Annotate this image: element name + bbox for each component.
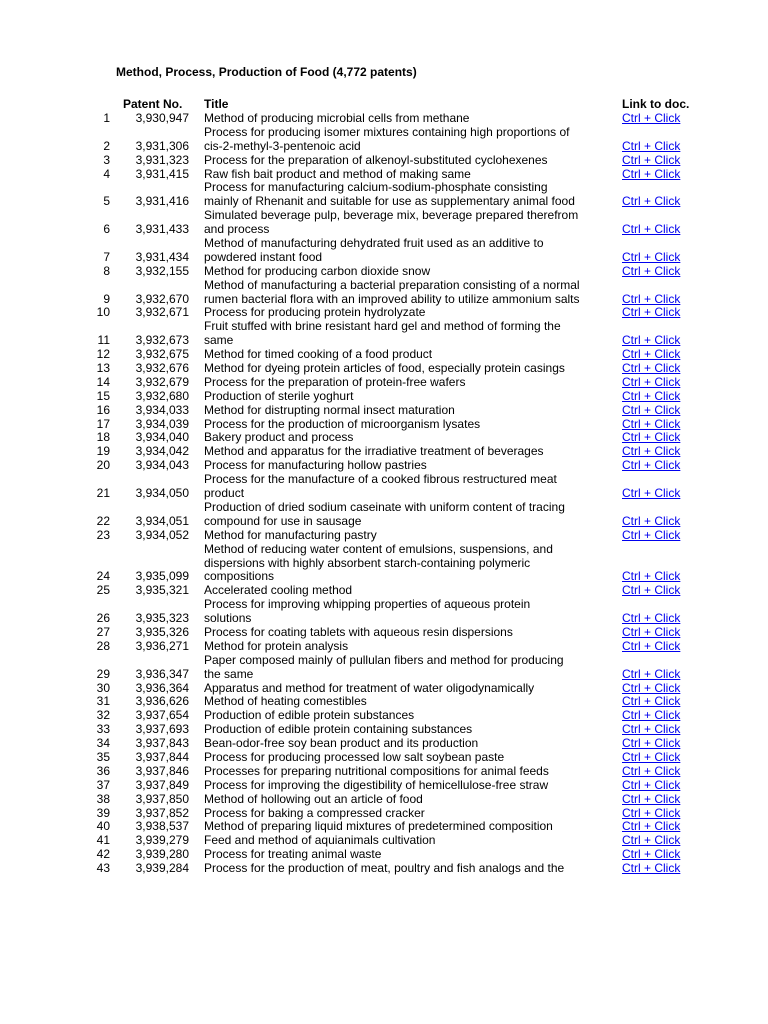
row-number: 22 xyxy=(96,513,110,528)
table-row xyxy=(0,737,768,751)
row-number: 24 xyxy=(96,569,110,584)
patent-title-line: rumen bacterial flora with an improved ability to utilize ammonium salts xyxy=(204,291,580,306)
row-number: 5 xyxy=(103,194,110,209)
patent-title xyxy=(204,168,616,182)
row-number: 17 xyxy=(96,416,110,431)
table-row xyxy=(0,431,768,445)
table-row xyxy=(0,793,768,807)
patent-title xyxy=(204,501,616,529)
doc-link[interactable]: Ctrl + Click xyxy=(622,777,681,792)
row-number: 30 xyxy=(96,680,110,695)
patent-title xyxy=(204,682,616,696)
doc-link[interactable]: Ctrl + Click xyxy=(622,666,681,681)
patent-title-line: Process for improving whipping properties of aqueous protein xyxy=(204,598,531,612)
patent-number: 3,932,671 xyxy=(135,305,189,320)
table-row xyxy=(0,820,768,834)
doc-link[interactable]: Ctrl + Click xyxy=(622,305,681,320)
table-row xyxy=(0,154,768,168)
patent-number: 3,935,323 xyxy=(135,611,189,626)
patent-number: 3,939,284 xyxy=(135,861,189,876)
table-row xyxy=(0,126,768,154)
doc-link[interactable]: Ctrl + Click xyxy=(622,611,681,626)
patent-title-line: Production of edible protein containing substances xyxy=(204,723,473,737)
row-number: 12 xyxy=(96,347,110,362)
patent-title-line: Process for manufacturing hollow pastries xyxy=(204,459,427,473)
table-row xyxy=(0,168,768,182)
patent-title-line: Process for the preparation of protein-free wafers xyxy=(204,375,466,389)
patent-title-line: Method of preparing liquid mixtures of predetermined composition xyxy=(204,820,553,834)
patent-title xyxy=(204,209,616,237)
patent-title-line: Accelerated cooling method xyxy=(204,584,353,598)
patent-title-line: Process for producing processed low salt soybean paste xyxy=(204,750,505,764)
doc-link[interactable]: Ctrl + Click xyxy=(622,694,681,709)
patent-title xyxy=(204,640,616,654)
patent-title xyxy=(204,126,616,154)
patent-title xyxy=(204,279,616,307)
patent-title xyxy=(204,529,616,543)
patent-number: 3,931,433 xyxy=(135,222,189,237)
doc-link[interactable]: Ctrl + Click xyxy=(622,430,681,445)
doc-link[interactable]: Ctrl + Click xyxy=(622,486,681,501)
patent-number: 3,935,326 xyxy=(135,624,189,639)
row-number: 21 xyxy=(96,486,110,501)
table-row xyxy=(0,834,768,848)
doc-link[interactable]: Ctrl + Click xyxy=(622,819,681,834)
patent-number: 3,932,155 xyxy=(135,263,189,278)
patent-number: 3,934,033 xyxy=(135,402,189,417)
row-number: 33 xyxy=(96,722,110,737)
patent-title-line: Method for manufacturing pastry xyxy=(204,528,377,542)
patent-title-line: Method of producing microbial cells from methane xyxy=(204,112,470,125)
patent-title xyxy=(204,390,616,404)
patent-title xyxy=(204,431,616,445)
patent-title-line: Process for the production of meat, poultry and fish analogs and the xyxy=(204,862,565,876)
patent-number: 3,935,099 xyxy=(135,569,189,584)
doc-link[interactable]: Ctrl + Click xyxy=(622,388,681,403)
doc-link[interactable]: Ctrl + Click xyxy=(622,624,681,639)
patent-title xyxy=(204,765,616,779)
patent-title-line: Fruit stuffed with brine resistant hard gel and method of forming the xyxy=(204,320,561,334)
doc-link[interactable]: Ctrl + Click xyxy=(622,416,681,431)
patent-number: 3,930,947 xyxy=(135,110,189,125)
patent-number: 3,937,850 xyxy=(135,791,189,806)
patent-title-line: the same xyxy=(204,666,254,681)
patent-title-line: Bakery product and process xyxy=(204,431,354,445)
patent-title xyxy=(204,404,616,418)
row-number: 15 xyxy=(96,388,110,403)
table-row xyxy=(0,695,768,709)
patent-title-line: Process for manufacturing calcium-sodium-phosphate consisting xyxy=(204,181,548,195)
row-number: 6 xyxy=(103,222,110,237)
patent-number: 3,936,364 xyxy=(135,680,189,695)
table-row xyxy=(0,640,768,654)
patent-title xyxy=(204,376,616,390)
patent-title xyxy=(204,237,616,265)
row-number: 26 xyxy=(96,611,110,626)
patent-title-line: compound for use in sausage xyxy=(204,513,362,528)
row-number: 40 xyxy=(96,819,110,834)
patent-title-line: Process for coating tablets with aqueous resin dispersions xyxy=(204,625,513,639)
table-row xyxy=(0,112,768,126)
patent-title xyxy=(204,473,616,501)
patent-title-line: Method for distrupting normal insect maturation xyxy=(204,403,455,417)
patent-number: 3,934,042 xyxy=(135,444,189,459)
patent-number: 3,936,347 xyxy=(135,666,189,681)
patent-number: 3,939,279 xyxy=(135,833,189,848)
doc-link[interactable]: Ctrl + Click xyxy=(622,722,681,737)
patent-number: 3,937,849 xyxy=(135,777,189,792)
table-row xyxy=(0,751,768,765)
document-title: Method, Process, Production of Food (4,772 patents) xyxy=(116,65,417,79)
doc-link[interactable]: Ctrl + Click xyxy=(622,402,681,417)
doc-link[interactable]: Ctrl + Click xyxy=(622,249,681,264)
table-row xyxy=(0,348,768,362)
row-number: 9 xyxy=(103,291,110,306)
table-row xyxy=(0,181,768,209)
table-row xyxy=(0,404,768,418)
patent-number: 3,936,626 xyxy=(135,694,189,709)
patent-number: 3,931,434 xyxy=(135,249,189,264)
patent-number: 3,934,052 xyxy=(135,527,189,542)
patent-table xyxy=(0,112,768,876)
patent-title-line: Raw fish bait product and method of making same xyxy=(204,167,471,181)
doc-link[interactable]: Ctrl + Click xyxy=(622,708,681,723)
column-header-patent: Patent No. xyxy=(123,97,183,111)
patent-title-line: Apparatus and method for treatment of water oligodynamically xyxy=(204,681,535,695)
table-row xyxy=(0,543,768,585)
patent-title-line: Simulated beverage pulp, beverage mix, beverage prepared therefrom xyxy=(204,209,579,223)
table-row xyxy=(0,626,768,640)
patent-title xyxy=(204,779,616,793)
patent-title xyxy=(204,154,616,168)
patent-title-line: Method for dyeing protein articles of food, especially protein casings xyxy=(204,362,565,376)
patent-number: 3,932,676 xyxy=(135,361,189,376)
patent-title-line: Method of reducing water content of emulsions, suspensions, and xyxy=(204,542,553,556)
patent-title xyxy=(204,723,616,737)
row-number: 3 xyxy=(103,152,110,167)
table-row xyxy=(0,654,768,682)
doc-link[interactable]: Ctrl + Click xyxy=(622,847,681,862)
doc-link[interactable]: Ctrl + Click xyxy=(622,583,681,598)
table-row xyxy=(0,306,768,320)
patent-number: 3,934,050 xyxy=(135,486,189,501)
row-number: 43 xyxy=(96,861,110,876)
patent-title xyxy=(204,751,616,765)
column-header-title: Title xyxy=(204,97,229,111)
patent-number: 3,932,670 xyxy=(135,291,189,306)
patent-number: 3,931,415 xyxy=(135,166,189,181)
row-number: 31 xyxy=(96,694,110,709)
table-row xyxy=(0,807,768,821)
patent-number: 3,937,654 xyxy=(135,708,189,723)
doc-link[interactable]: Ctrl + Click xyxy=(622,333,681,348)
patent-title-line: compositions xyxy=(204,569,275,584)
table-row xyxy=(0,473,768,501)
patent-title-line: powdered instant food xyxy=(204,249,323,264)
row-number: 25 xyxy=(96,583,110,598)
column-header-link: Link to doc. xyxy=(622,97,690,111)
row-number: 38 xyxy=(96,791,110,806)
doc-link[interactable]: Ctrl + Click xyxy=(622,805,681,820)
patent-title xyxy=(204,626,616,640)
doc-link[interactable]: Ctrl + Click xyxy=(622,527,681,542)
patent-title-line: Production of dried sodium caseinate with uniform content of tracing xyxy=(204,500,565,514)
row-number: 4 xyxy=(103,166,110,181)
patent-title-line: Method for timed cooking of a food product xyxy=(204,348,433,362)
patent-title-line: Process for the preparation of alkenoyl-substituted cyclohexenes xyxy=(204,153,548,167)
patent-number: 3,935,321 xyxy=(135,583,189,598)
patent-title-line: Process for producing isomer mixtures containing high proportions of xyxy=(204,125,570,139)
row-number: 36 xyxy=(96,763,110,778)
patent-title xyxy=(204,348,616,362)
patent-title-line: Feed and method of aquianimals cultivation xyxy=(204,834,436,848)
patent-title xyxy=(204,418,616,432)
patent-title xyxy=(204,112,616,126)
patent-title xyxy=(204,320,616,348)
patent-title xyxy=(204,459,616,473)
table-row xyxy=(0,362,768,376)
row-number: 19 xyxy=(96,444,110,459)
patent-title xyxy=(204,181,616,209)
patent-number: 3,937,844 xyxy=(135,749,189,764)
row-number: 42 xyxy=(96,847,110,862)
row-number: 10 xyxy=(96,305,110,320)
patent-number: 3,934,043 xyxy=(135,458,189,473)
table-row xyxy=(0,584,768,598)
row-number: 41 xyxy=(96,833,110,848)
patent-title-line: Method of heating comestibles xyxy=(204,695,367,709)
patent-number: 3,932,679 xyxy=(135,374,189,389)
patent-title-line: dispersions with highly absorbent starch-containing polymeric xyxy=(204,555,531,570)
row-number: 1 xyxy=(103,110,110,125)
patent-title xyxy=(204,362,616,376)
patent-title-line: Production of edible protein substances xyxy=(204,709,415,723)
row-number: 8 xyxy=(103,263,110,278)
patent-title xyxy=(204,695,616,709)
patent-title-line: Process for producing protein hydrolyzate xyxy=(204,306,426,320)
patent-number: 3,937,843 xyxy=(135,736,189,751)
doc-link[interactable]: Ctrl + Click xyxy=(622,680,681,695)
patent-number: 3,931,323 xyxy=(135,152,189,167)
patent-title xyxy=(204,543,616,585)
patent-title-line: Process for baking a compressed cracker xyxy=(204,806,425,820)
patent-number: 3,937,852 xyxy=(135,805,189,820)
patent-number: 3,932,680 xyxy=(135,388,189,403)
doc-link[interactable]: Ctrl + Click xyxy=(622,513,681,528)
row-number: 37 xyxy=(96,777,110,792)
patent-number: 3,934,040 xyxy=(135,430,189,445)
table-row xyxy=(0,765,768,779)
row-number: 20 xyxy=(96,458,110,473)
patent-title xyxy=(204,306,616,320)
doc-link[interactable]: Ctrl + Click xyxy=(622,166,681,181)
patent-title-line: Processes for preparing nutritional compositions for animal feeds xyxy=(204,764,549,778)
doc-link[interactable]: Ctrl + Click xyxy=(622,444,681,459)
patent-title-line: Method for producing carbon dioxide snow xyxy=(204,264,431,278)
table-row xyxy=(0,779,768,793)
row-number: 16 xyxy=(96,402,110,417)
doc-link[interactable]: Ctrl + Click xyxy=(622,833,681,848)
table-row xyxy=(0,320,768,348)
doc-link[interactable]: Ctrl + Click xyxy=(622,749,681,764)
patent-title-line: product xyxy=(204,486,245,501)
table-row xyxy=(0,709,768,723)
patent-number: 3,939,280 xyxy=(135,847,189,862)
row-number: 29 xyxy=(96,666,110,681)
table-row xyxy=(0,723,768,737)
table-row xyxy=(0,265,768,279)
doc-link[interactable]: Ctrl + Click xyxy=(622,138,681,153)
doc-link[interactable]: Ctrl + Click xyxy=(622,361,681,376)
patent-title-line: same xyxy=(204,333,234,348)
patent-number: 3,932,673 xyxy=(135,333,189,348)
table-row xyxy=(0,459,768,473)
patent-title-line: mainly of Rhenanit and suitable for use as supplementary animal food xyxy=(204,194,575,209)
patent-title-line: solutions xyxy=(204,611,252,626)
patent-title xyxy=(204,598,616,626)
patent-number: 3,932,675 xyxy=(135,347,189,362)
doc-link[interactable]: Ctrl + Click xyxy=(622,736,681,751)
patent-title-line: Process for the manufacture of a cooked fibrous restructured meat xyxy=(204,473,557,487)
patent-number: 3,931,416 xyxy=(135,194,189,209)
doc-link[interactable]: Ctrl + Click xyxy=(622,347,681,362)
row-number: 35 xyxy=(96,749,110,764)
patent-title-line: Method of hollowing out an article of food xyxy=(204,792,423,806)
table-row xyxy=(0,445,768,459)
table-row xyxy=(0,279,768,307)
patent-title xyxy=(204,737,616,751)
doc-link[interactable]: Ctrl + Click xyxy=(622,763,681,778)
patent-title-line: Method for protein analysis xyxy=(204,639,349,653)
row-number: 32 xyxy=(96,708,110,723)
row-number: 7 xyxy=(103,249,110,264)
patent-title xyxy=(204,820,616,834)
table-row xyxy=(0,848,768,862)
table-row xyxy=(0,682,768,696)
patent-title-line: Process for the production of microorganism lysates xyxy=(204,417,481,431)
table-row xyxy=(0,862,768,876)
doc-link[interactable]: Ctrl + Click xyxy=(622,291,681,306)
patent-title xyxy=(204,848,616,862)
patent-number: 3,937,846 xyxy=(135,763,189,778)
patent-title xyxy=(204,862,616,876)
row-number: 14 xyxy=(96,374,110,389)
patent-number: 3,937,693 xyxy=(135,722,189,737)
row-number: 27 xyxy=(96,624,110,639)
doc-link[interactable]: Ctrl + Click xyxy=(622,791,681,806)
doc-link[interactable]: Ctrl + Click xyxy=(622,152,681,167)
table-row xyxy=(0,237,768,265)
row-number: 28 xyxy=(96,638,110,653)
patent-title xyxy=(204,793,616,807)
doc-link[interactable]: Ctrl + Click xyxy=(622,110,681,125)
doc-link[interactable]: Ctrl + Click xyxy=(622,222,681,237)
patent-title xyxy=(204,807,616,821)
table-row xyxy=(0,376,768,390)
row-number: 18 xyxy=(96,430,110,445)
table-row xyxy=(0,209,768,237)
patent-number: 3,931,306 xyxy=(135,138,189,153)
row-number: 23 xyxy=(96,527,110,542)
row-number: 34 xyxy=(96,736,110,751)
patent-title-line: Bean-odor-free soy bean product and its production xyxy=(204,737,479,751)
patent-title xyxy=(204,709,616,723)
table-row xyxy=(0,390,768,404)
doc-link[interactable]: Ctrl + Click xyxy=(622,458,681,473)
patent-title xyxy=(204,445,616,459)
row-number: 2 xyxy=(103,138,110,153)
patent-title xyxy=(204,654,616,682)
doc-link[interactable]: Ctrl + Click xyxy=(622,374,681,389)
patent-title xyxy=(204,834,616,848)
patent-title-line: Process for improving the digestibility of hemicellulose-free straw xyxy=(204,778,549,792)
patent-title-line: Method and apparatus for the irradiative treatment of beverages xyxy=(204,445,544,459)
patent-title-line: cis-2-methyl-3-pentenoic acid xyxy=(204,138,361,153)
doc-link[interactable]: Ctrl + Click xyxy=(622,194,681,209)
patent-title xyxy=(204,584,616,598)
patent-title-line: Method of manufacturing dehydrated fruit used as an additive to xyxy=(204,237,544,251)
table-row xyxy=(0,501,768,529)
patent-number: 3,934,039 xyxy=(135,416,189,431)
table-row xyxy=(0,418,768,432)
patent-number: 3,934,051 xyxy=(135,513,189,528)
patent-number: 3,938,537 xyxy=(135,819,189,834)
patent-title-line: Method of manufacturing a bacterial preparation consisting of a normal xyxy=(204,278,580,292)
patent-title-line: Process for treating animal waste xyxy=(204,848,382,862)
row-number: 39 xyxy=(96,805,110,820)
row-number: 11 xyxy=(97,333,110,348)
table-row xyxy=(0,598,768,626)
table-row xyxy=(0,529,768,543)
patent-title-line: Production of sterile yoghurt xyxy=(204,389,354,403)
doc-link[interactable]: Ctrl + Click xyxy=(622,569,681,584)
doc-link[interactable]: Ctrl + Click xyxy=(622,263,681,278)
patent-title-line: and process xyxy=(204,222,270,237)
patent-number: 3,936,271 xyxy=(135,638,189,653)
patent-title xyxy=(204,265,616,279)
doc-link[interactable]: Ctrl + Click xyxy=(622,861,681,876)
row-number: 13 xyxy=(96,361,110,376)
doc-link[interactable]: Ctrl + Click xyxy=(622,638,681,653)
patent-title-line: Paper composed mainly of pullulan fibers and method for producing xyxy=(204,653,564,667)
